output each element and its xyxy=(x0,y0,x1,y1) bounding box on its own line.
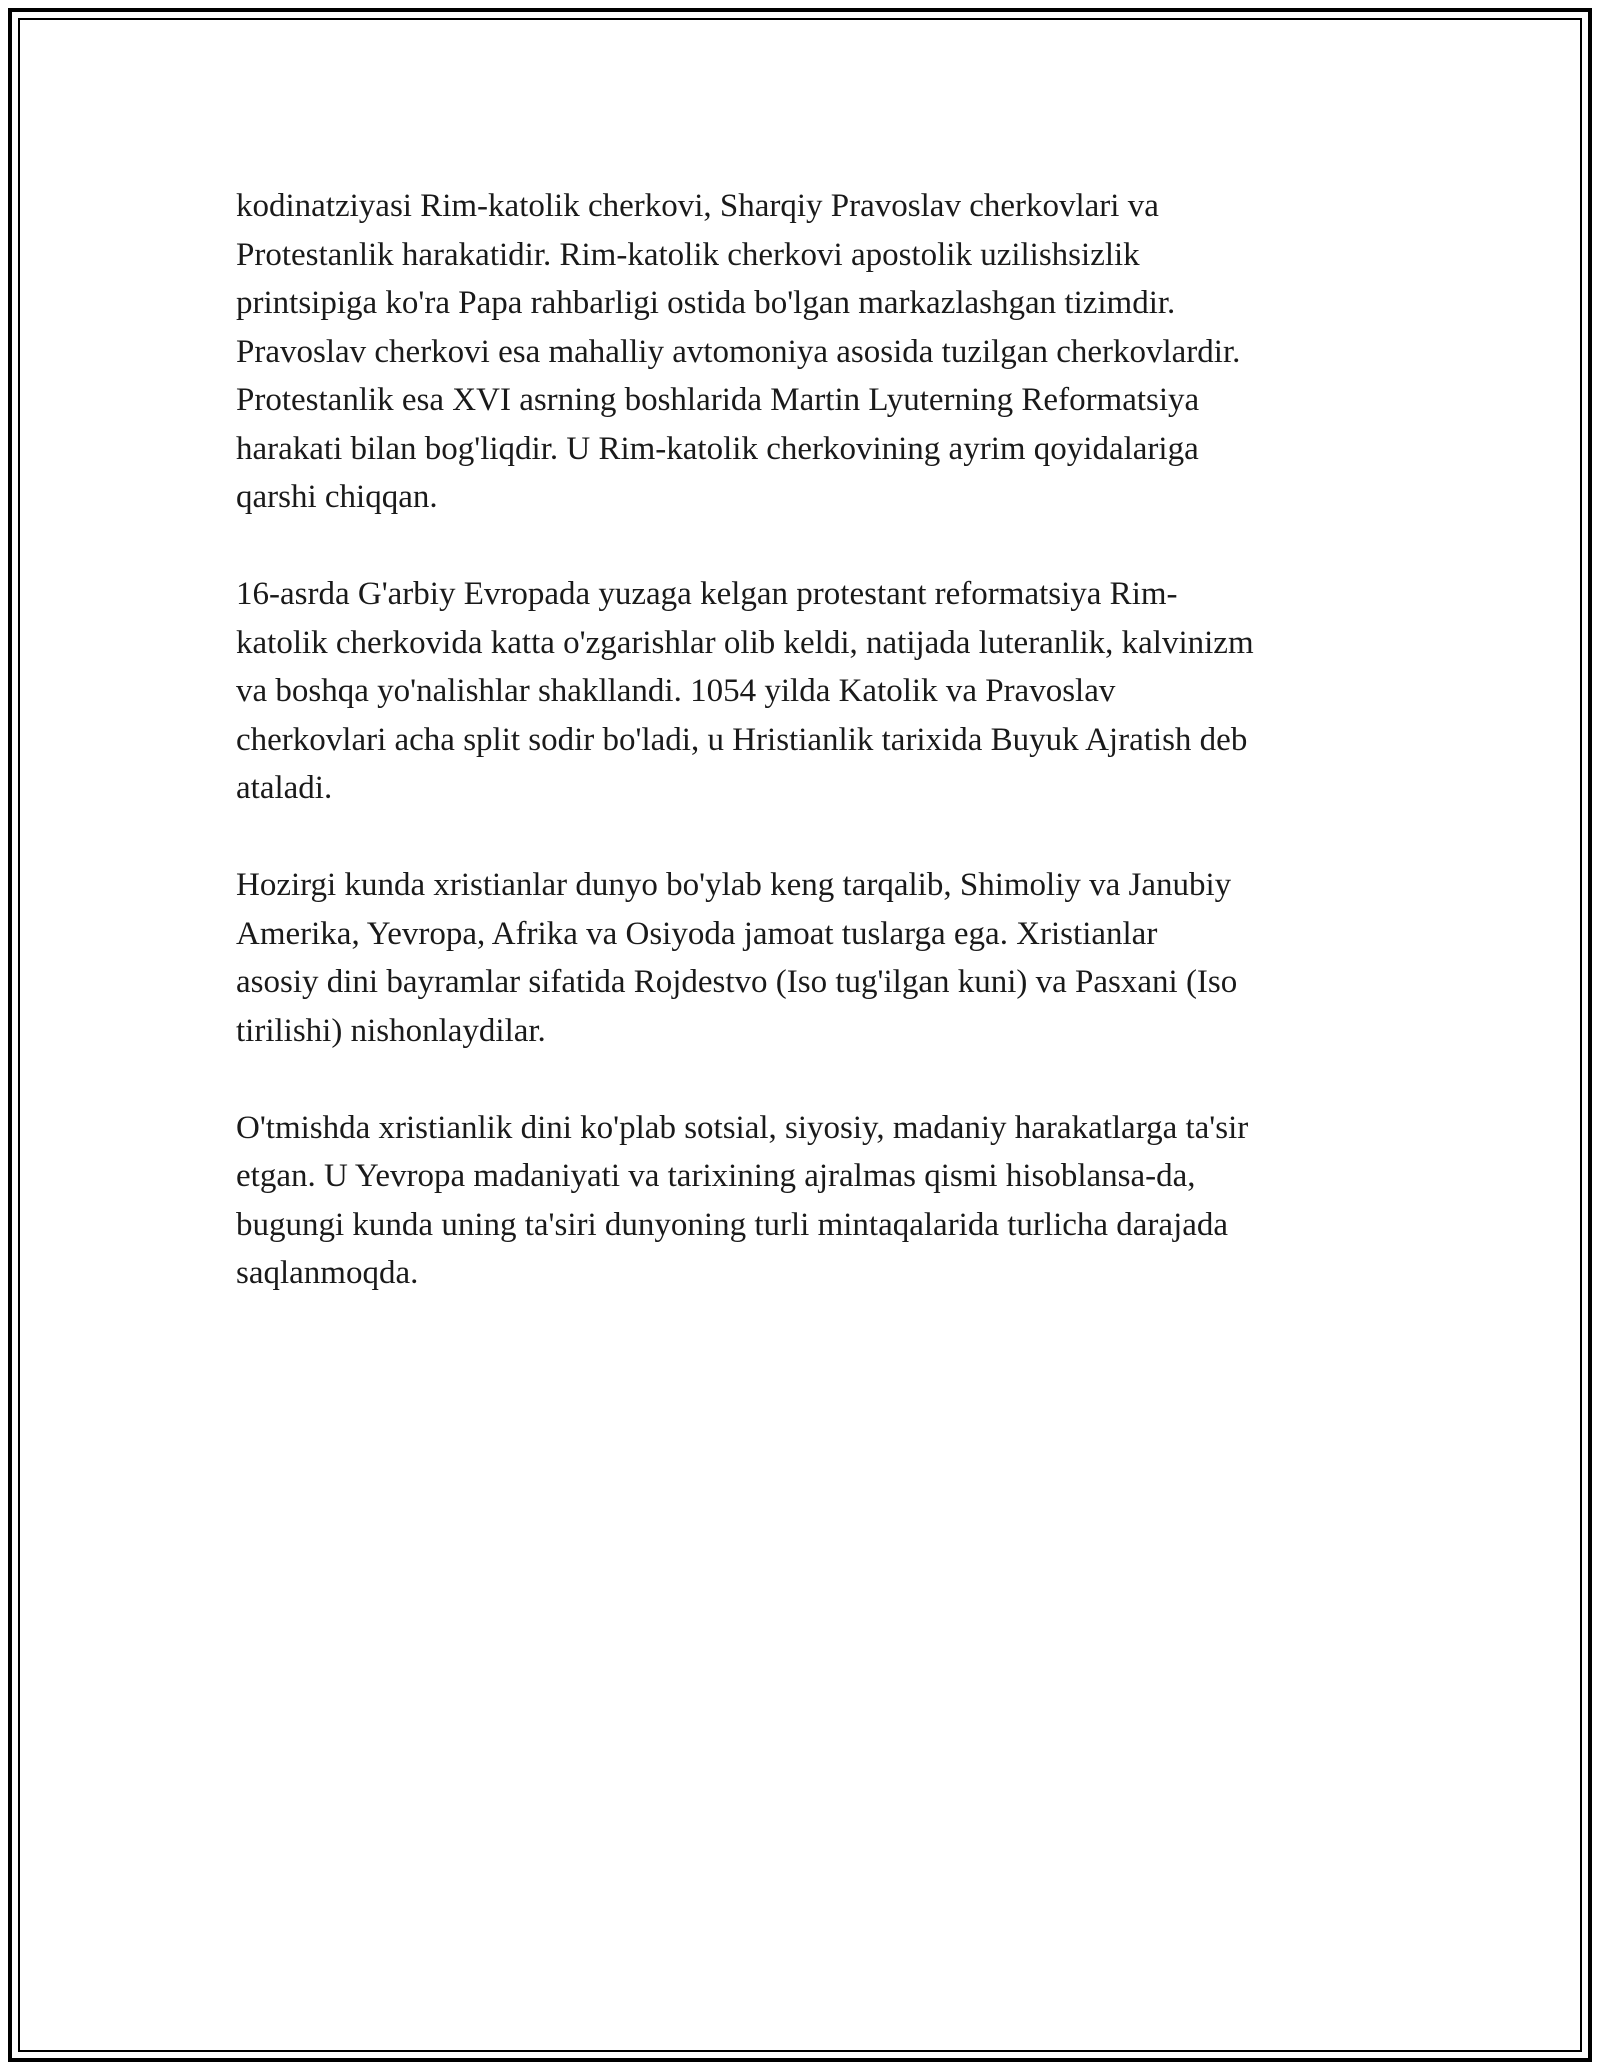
paragraph-4: O'tmishda xristianlik dini ko'plab sotsial, siyosiy, madaniy harakatlarga ta'sir etgan. U Yevropa madaniyati va tarixining ajralmas qismi hisoblansa-da, bugungi kunda uning ta'siri dunyoning turli mintaqalarida turlicha darajada saqlanmoqda. xyxy=(236,1109,1249,1291)
document-body xyxy=(236,182,1396,1346)
paragraph-2: 16-asrda G'arbiy Evropada yuzaga kelgan protestant reformatsiya Rim- katolik cherkovida katta o'zgarishlar olib keldi, natijada luteranlik, kalvinizm va boshqa yo'nalishlar shakllandi. 1054 yilda Katolik va Pravoslav cherkovlari acha split sodir bo'ladi, u Hristianlik tarixida Buyuk Ajratish deb ataladi. xyxy=(236,576,1254,806)
paragraph-1: kodinatziyasi Rim-katolik cherkovi, Sharqiy Pravoslav cherkovlari va Protestanlik harakatidir. Rim-katolik cherkovi apostolik uzilishsizlik printsipiga ko'ra Papa rahbarligi ostida bo'lgan markazlashgan tizimdir. Pravoslav cherkovi esa mahalliy avtomoniya asosida tuzilgan cherkovlardir. Protestanlik esa XVI asrning boshlarida Martin Lyuterning Reformatsiya harakati bilan bog'liqdir. U Rim-katolik cherkovining ayrim qoyidalariga qarshi chiqqan. xyxy=(236,188,1241,515)
paragraph-3: Hozirgi kunda xristianlar dunyo bo'ylab keng tarqalib, Shimoliy va Janubiy Amerika, Yevropa, Afrika va Osiyoda jamoat tuslarga ega. Xristianlar asosiy dini bayramlar sifatida Rojdestvo (Iso tug'ilgan kuni) va Pasxani (Iso tirilishi) nishonlaydilar. xyxy=(236,867,1238,1049)
